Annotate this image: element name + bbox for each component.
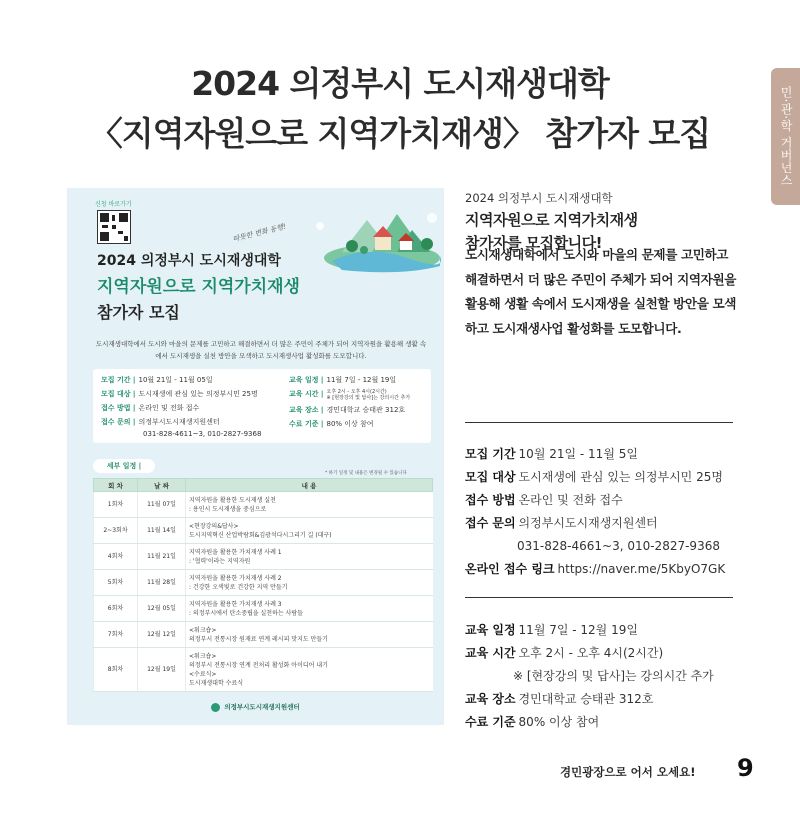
info-value: 온라인 및 전화 접수	[518, 493, 623, 507]
poster-footer-text: 의정부시도시재생지원센터	[224, 703, 300, 711]
info-value: 오후 2시 - 오후 4시(2시간)	[326, 389, 387, 395]
content-cell: <현장강의&답사> 도시지역혁신 산업박람회&김광석다시그리기 길 (대구)	[186, 518, 433, 544]
info-value: 10월 21일 - 11월 5일	[518, 447, 638, 461]
article-subtitle: 2024 의정부시 도시재생대학	[465, 191, 613, 205]
divider	[465, 422, 733, 423]
round-cell: 7회차	[94, 622, 138, 648]
poster-title-year: 2024 의정부시 도시재생대학	[97, 253, 281, 269]
table-row	[94, 544, 433, 570]
table-row	[94, 622, 433, 648]
recruit-info	[465, 443, 765, 581]
education-info	[465, 619, 765, 734]
date-cell: 12월 19일	[138, 648, 186, 692]
qr-label: 신청 바로가기	[95, 201, 132, 208]
info-key: 교육 일정 |	[289, 376, 324, 384]
poster-info-box	[93, 369, 431, 443]
table-row	[94, 570, 433, 596]
info-key: 접수 문의 |	[101, 418, 136, 426]
round-cell: 1회차	[94, 492, 138, 518]
info-value: 경민대학교 승태관 312호	[326, 406, 406, 414]
recruitment-poster	[67, 188, 444, 725]
info-key: 수료 기준 |	[289, 420, 324, 428]
info-value: 10월 21일 - 11월 05일	[138, 376, 213, 384]
page-title-line2: 〈지역자원으로 지역가치재생〉 참가자 모집	[89, 114, 711, 153]
date-cell: 12월 05일	[138, 596, 186, 622]
info-key: 모집 대상	[465, 470, 516, 484]
info-value: 온라인 및 전화 접수	[138, 404, 200, 412]
info-key: 모집 기간 |	[101, 376, 136, 384]
town-illustration	[312, 206, 442, 280]
table-header: 날 짜	[138, 479, 186, 492]
article-paragraph: 도시재생대학에서 도시와 마을의 문제를 고민하고 해결하면서 더 많은 주민이 주체가 되어 지역자원을 활용해 생활 속에서 도시재생을 실천할 방안을 모색하고 도시재생사업 활성화를 도모합니다.	[465, 247, 736, 336]
table-header: 내 용	[186, 479, 433, 492]
info-key: 교육 장소 |	[289, 406, 324, 414]
content-cell: 지역자원을 활용한 가치재생 사례 1 : '협력'이라는 지역자원	[186, 544, 433, 570]
round-cell: 4회차	[94, 544, 138, 570]
poster-intro: 도시재생대학에서 도시와 마을의 문제를 고민하고 해결하면서 더 많은 주민이 주체가 되어 지역자원을 활용해 생활 속에서 도시재생을 실천 방안을 모색하고 도시재생사업 활성화를 도모합니다.	[95, 340, 427, 360]
schedule-label: 세부 일정 |	[93, 459, 155, 473]
info-note: ※ [현장강의 및 답사]는 강의시간 추가	[326, 395, 411, 401]
poster-title-main: 지역자원으로 지역가치재생	[97, 277, 300, 297]
date-cell: 11월 21일	[138, 544, 186, 570]
round-cell: 6회차	[94, 596, 138, 622]
divider	[465, 597, 733, 598]
content-cell: <워크숍> 의정부시 전통시장 원재료 연계 레시피 맛지도 만들기	[186, 622, 433, 648]
info-key: 교육 시간	[465, 646, 516, 660]
poster-footer-logo	[67, 702, 444, 712]
info-value: 도시재생에 관심 있는 의정부시민 25명	[138, 390, 258, 398]
contact-phone: 031-828-4661~3, 010-2827-9368	[517, 539, 720, 553]
table-header: 회 차	[94, 479, 138, 492]
online-link[interactable]: https://naver.me/5KbyO7GK	[557, 562, 726, 576]
info-key: 모집 대상 |	[101, 390, 136, 398]
content-cell: 지역자원을 활용한 도시재생 실천 : 용인시 도시재생을 중심으로	[186, 492, 433, 518]
poster-title-recruit: 참가자 모집	[97, 303, 180, 322]
info-key: 교육 장소	[465, 692, 516, 706]
info-value: 의정부시도시재생지원센터	[138, 418, 220, 426]
section-side-tab: 민·관·학 거버넌스	[771, 68, 800, 205]
page-number: 9	[737, 754, 754, 782]
article-title-line1: 지역자원으로 지역가치재생	[465, 211, 638, 229]
info-key: 모집 기간	[465, 447, 516, 461]
content-cell: <워크숍> 의정부시 전통시장 연계 전처리 활성화 아이디어 내기 <수료식> 도시재생대학 수료식	[186, 648, 433, 692]
date-cell: 12월 12일	[138, 622, 186, 648]
content-cell: 지역자원을 활용한 가치재생 사례 3 : 의정부시에서 탄소중립을 실천하는 사람들	[186, 596, 433, 622]
article-title-line2: 참가자를 모집합니다!	[465, 234, 602, 252]
info-key: 교육 일정	[465, 623, 516, 637]
info-value: 오후 2시 - 오후 4시(2시간)	[518, 646, 664, 660]
time-note: ※ [현장강의 및 답사]는 강의시간 추가	[513, 669, 714, 683]
info-value: 11월 7일 - 12월 19일	[326, 376, 397, 384]
page-title-line1: 2024 의정부시 도시재생대학	[191, 64, 609, 103]
schedule-note: * 하기 일정 및 내용은 변경될 수 있습니다	[325, 471, 407, 476]
magazine-tagline: 경민광장으로 어서 오세요!	[560, 765, 696, 779]
round-cell: 2~3회차	[94, 518, 138, 544]
info-value: 도시재생에 관심 있는 의정부시민 25명	[518, 470, 723, 484]
info-value: 80% 이상 참여	[326, 420, 374, 428]
date-cell: 11월 07일	[138, 492, 186, 518]
info-key: 수료 기준	[465, 715, 516, 729]
info-value: 의정부시도시재생지원센터	[518, 516, 658, 530]
table-row	[94, 596, 433, 622]
schedule-table	[93, 478, 433, 692]
round-cell: 8회차	[94, 648, 138, 692]
info-key: 접수 문의	[465, 516, 516, 530]
handwritten-slogan: 따뜻한 변화 동행!	[231, 222, 287, 244]
round-cell: 5회차	[94, 570, 138, 596]
info-key: 접수 방법	[465, 493, 516, 507]
date-cell: 11월 14일	[138, 518, 186, 544]
info-value: 80% 이상 참여	[518, 715, 600, 729]
center-logo-icon	[211, 703, 220, 712]
info-key: 교육 시간 |	[289, 390, 324, 398]
info-value: 11월 7일 - 12월 19일	[518, 623, 638, 637]
table-row	[94, 492, 433, 518]
qr-code-icon[interactable]	[97, 210, 131, 244]
content-cell: 지역자원을 활용한 가치재생 사례 2 : 건강한 오색빛로 건강한 지역 만들기	[186, 570, 433, 596]
info-value: 경민대학교 승태관 312호	[518, 692, 654, 706]
info-phone: 031-828-4611~3, 010-2827-9368	[143, 430, 262, 438]
table-row	[94, 518, 433, 544]
table-row	[94, 648, 433, 692]
date-cell: 11월 28일	[138, 570, 186, 596]
info-key: 온라인 접수 링크	[465, 562, 555, 576]
info-key: 접수 방법 |	[101, 404, 136, 412]
